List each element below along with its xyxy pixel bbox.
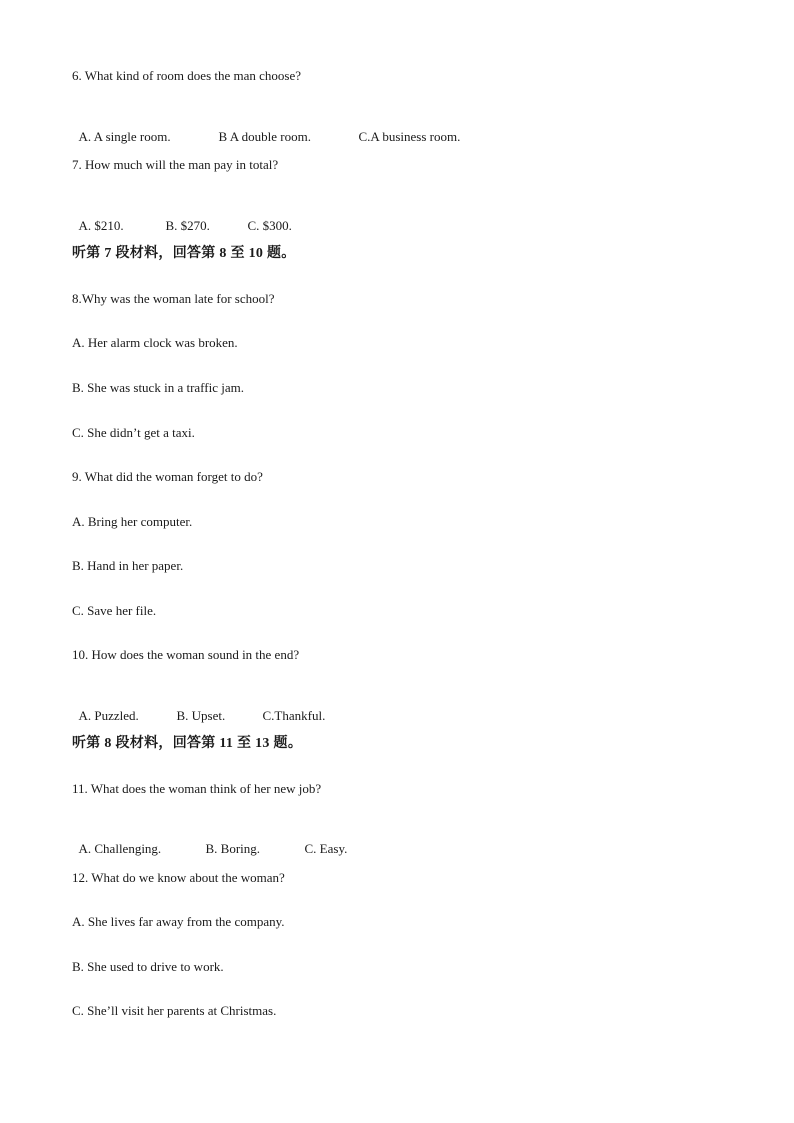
option-c: C.Thankful. — [262, 708, 326, 723]
option-a: A. A single room. — [78, 129, 171, 144]
question-10-options — [72, 692, 325, 724]
question-8-option-a: A. Her alarm clock was broken. — [72, 335, 238, 350]
question-12-option-c: C. She’ll visit her parents at Christmas. — [72, 1003, 277, 1018]
question-8-option-c: C. She didn’t get a taxi. — [72, 425, 195, 440]
question-11-options — [72, 825, 347, 857]
question-9: 9. What did the woman forget to do? — [72, 469, 263, 484]
option-b: B. Boring. — [205, 841, 261, 856]
question-9-option-a: A. Bring her computer. — [72, 514, 193, 529]
question-10: 10. How does the woman sound in the end? — [72, 647, 300, 662]
question-9-option-b: B. Hand in her paper. — [72, 558, 184, 573]
option-c: C. Easy. — [304, 841, 348, 856]
option-b: B A double room. — [218, 129, 311, 144]
question-6: 6. What kind of room does the man choose? — [72, 68, 302, 83]
section-7-heading: 听第 7 段材料，回答第 8 至 10 题。 — [72, 246, 296, 261]
option-c: C.A business room. — [358, 129, 461, 144]
option-a: A. Challenging. — [78, 841, 162, 856]
option-a: A. Puzzled. — [78, 708, 139, 723]
question-12: 12. What do we know about the woman? — [72, 870, 285, 885]
question-12-option-b: B. She used to drive to work. — [72, 959, 224, 974]
question-8-option-b: B. She was stuck in a traffic jam. — [72, 380, 244, 395]
question-7-options — [72, 202, 292, 234]
question-8: 8.Why was the woman late for school? — [72, 291, 275, 306]
option-b: B. $270. — [165, 218, 210, 233]
question-7: 7. How much will the man pay in total? — [72, 157, 279, 172]
section-8-heading: 听第 8 段材料，回答第 11 至 13 题。 — [72, 736, 303, 751]
option-b: B. Upset. — [176, 708, 226, 723]
question-6-options — [72, 113, 460, 145]
question-9-option-c: C. Save her file. — [72, 603, 157, 618]
option-a: A. $210. — [78, 218, 124, 233]
option-c: C. $300. — [247, 218, 292, 233]
question-12-option-a: A. She lives far away from the company. — [72, 914, 285, 929]
question-11: 11. What does the woman think of her new job? — [72, 781, 322, 796]
